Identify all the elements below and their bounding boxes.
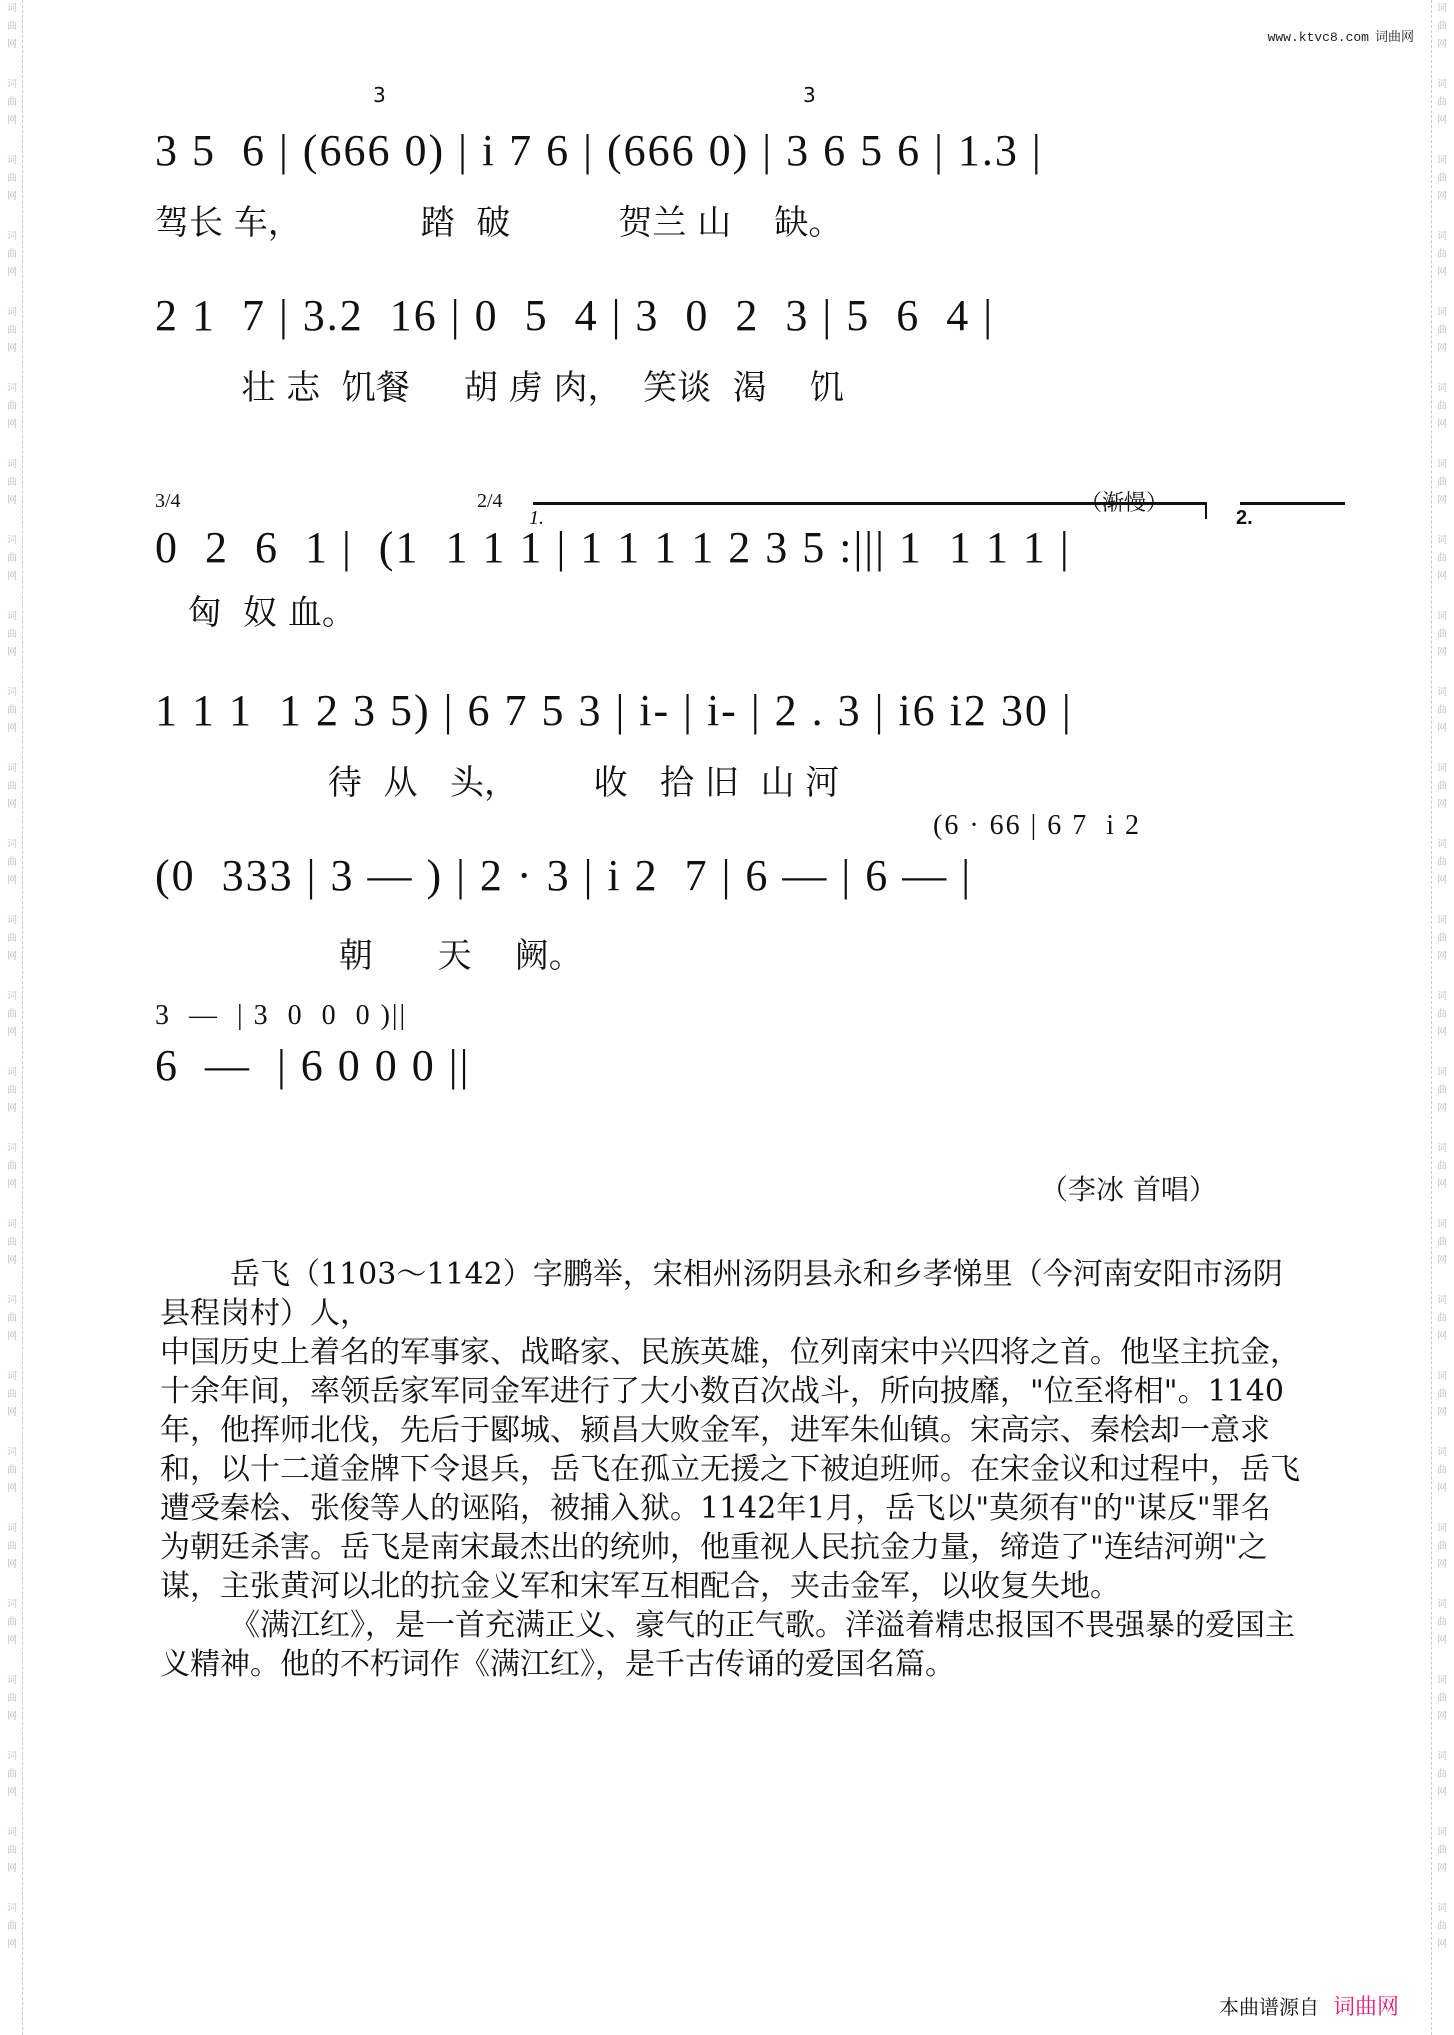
volta-first-ending: 1. [533,502,1207,519]
time-signature: 2/4 [477,490,503,512]
tempo-mark: （渐慢） [1080,491,1169,516]
side-watermark-right: 词 曲 网 词 曲 网 词 曲 网 词 曲 网 词 曲 网 词 曲 网 词 曲 网 词 曲 网 词 曲 网 词 曲 网 词 曲 网 词 曲 网 词 曲 网 词 曲 网 词 曲 网 词 曲 网 词 曲 网 词 曲 网 词 曲 网 词 曲 网 词 曲 网 词 曲 网 词 曲 网 词 曲 网 词 曲 网 词 曲 网 [1431,0,1452,2035]
lyrics: 壮 志 饥餐 胡 虏 肉， 笑谈 渴 饥 [155,368,844,408]
triplet-mark: 3 [803,83,816,107]
notes: (0 333 | 3 — ) | 2 · 3 | i 2 7 | 6 — | 6 — | [155,851,973,900]
time-signature: 3/4 [155,490,181,512]
source-footer [1219,1990,1399,2021]
accompaniment-notes: 3 — | 3 0 0 0 )|| [155,1000,408,1031]
notes: 2 1 7 | 3.2 16 | 0 5 4 | 3 0 2 3 | 5 6 4 | [155,291,995,340]
biography-text [160,1255,1300,1684]
notes: 6 — | 6 0 0 0 || [155,1041,471,1090]
notes: 3 5 6 | (666 0) | i 7 6 | (666 0) | 3 6 5 6 | 1.3 | [155,126,1043,175]
notes: 1 1 1 1 2 3 5) | 6 7 5 3 | i- | i- | 2 . 3 | i6 i2 30 | [155,686,1073,735]
volta-second-ending: 2. [1240,502,1345,519]
side-watermark-left: 词 曲 网 词 曲 网 词 曲 网 词 曲 网 词 曲 网 词 曲 网 词 曲 网 词 曲 网 词 曲 网 词 曲 网 词 曲 网 词 曲 网 词 曲 网 词 曲 网 词 曲 网 词 曲 网 词 曲 网 词 曲 网 词 曲 网 词 曲 网 词 曲 网 词 曲 网 词 曲 网 词 曲 网 词 曲 网 词 曲 网 [2,0,23,2035]
notes: 0 2 6 1 | (1 1 1 1 | 1 1 1 1 2 3 5 :||| 1 1 1 1 | [155,523,1071,572]
site-url: www.ktvc8.com [1267,30,1369,45]
source-brand-link[interactable]: 词曲网 [1332,1995,1399,2020]
source-label: 本曲谱源自 [1218,1995,1319,2019]
accompaniment-notes: (6 · 66 | 6 7 i 2 [933,810,1142,841]
lyrics: 朝 天 阙。 [155,936,583,976]
lyrics: 驾长 车， 踏 破 贺兰 山 缺。 [155,203,843,243]
bio-paragraph: 岳飞（1103～1142）字鹏举，宋相州汤阴县永和乡孝悌里（今河南安阳市汤阴县程岗村）人， [160,1257,1283,1331]
bio-paragraph: 《满江红》，是一首充满正义、豪气的正气歌。洋溢着精忠报国不畏强暴的爱国主义精神。他的不朽词作《满江红》，是千古传诵的爱国名篇。 [160,1608,1295,1682]
lyrics: 待 从 头， 收 拾 旧 山 河 [155,763,840,803]
bio-paragraph: 中国历史上着名的军事家、战略家、民族英雄，位列南宋中兴四将之首。他坚主抗金，十余年间，率领岳家军同金军进行了大小数百次战斗，所向披靡，"位至将相"。1140年，他挥师北伐，先后于郾城、颍昌大败金军，进军朱仙镇。宋高宗、秦桧却一意求和，以十二道金牌下令退兵，岳飞在孤立无援之下被迫班师。在宋金议和过程中，岳飞遭受秦桧、张俊等人的诬陷，被捕入狱。1142年1月，岳飞以"莫须有"的"谋反"罪名为朝廷杀害。岳飞是南宋最杰出的统帅，他重视人民抗金力量，缔造了"连结河朔"之谋，主张黄河以北的抗金义军和宋军互相配合，夹击金军，以收复失地。 [160,1335,1300,1604]
singer-credit: （李冰 首唱） [1040,1173,1217,1206]
triplet-mark: 3 [373,83,386,107]
lyrics: 匈 奴 血。 [155,593,356,633]
site-watermark [1268,26,1414,45]
site-name: 词曲网 [1374,30,1414,45]
